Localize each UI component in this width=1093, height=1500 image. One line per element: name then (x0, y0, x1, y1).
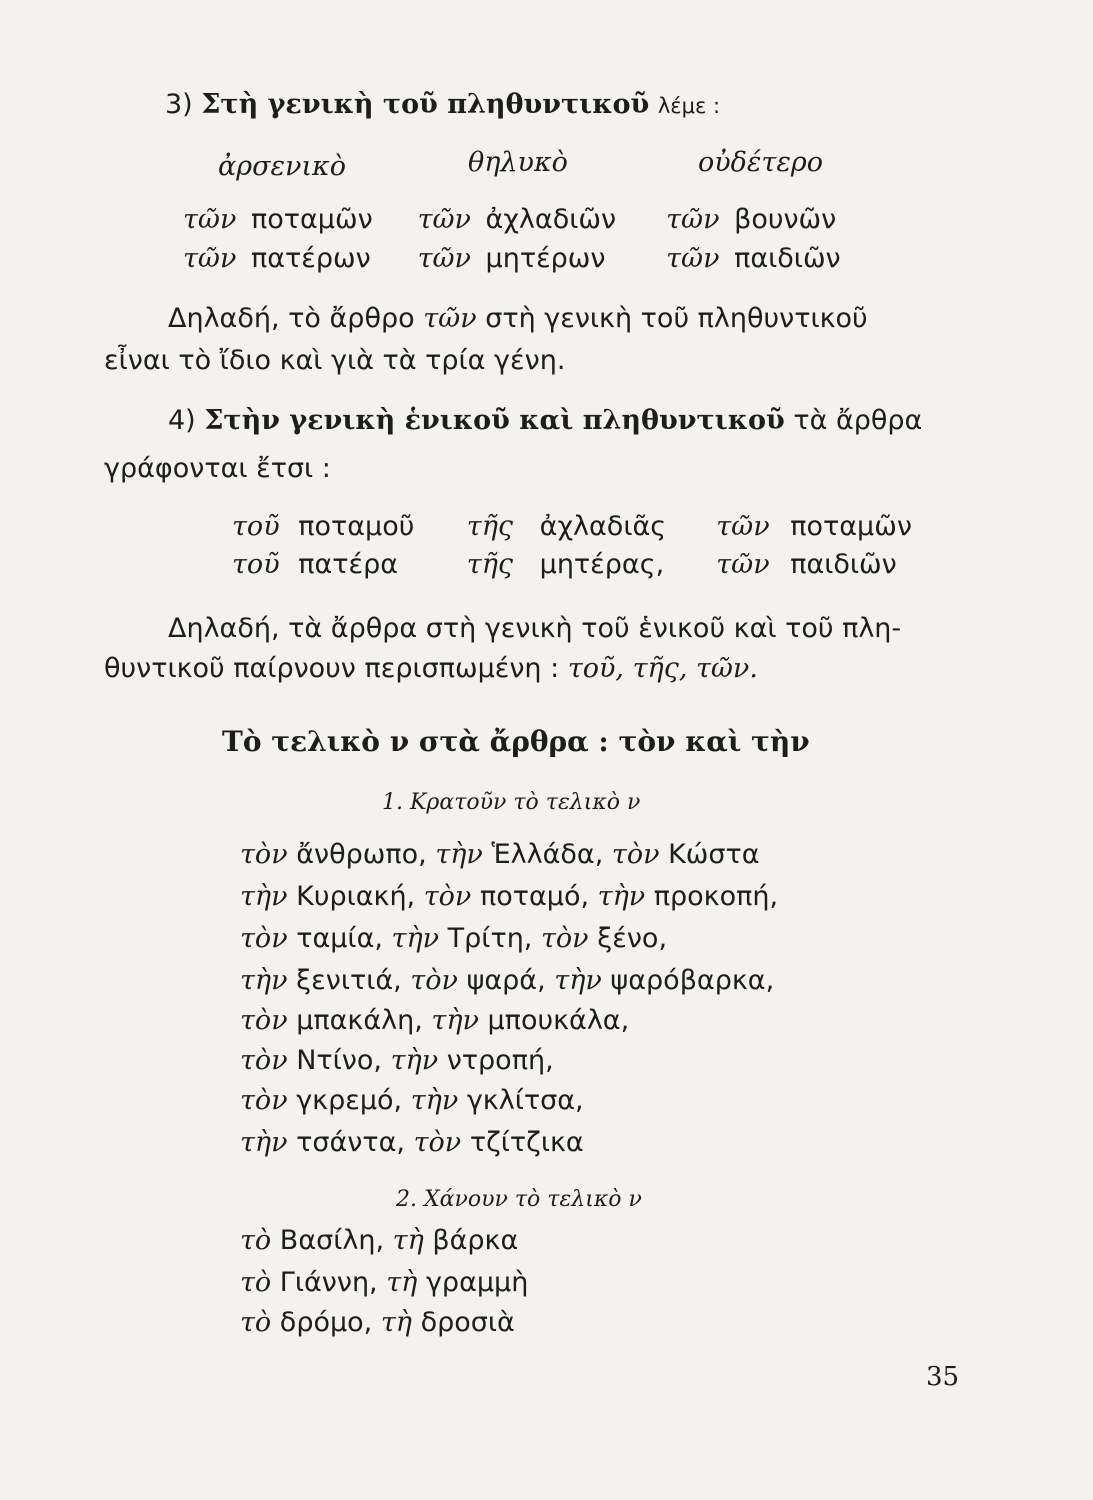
note-text: στὴ γενικὴ τοῦ πληθυντικοῦ (485, 303, 868, 334)
section3-row1 (183, 203, 836, 237)
section4-heading: Στὴν γενικὴ ἑνικοῦ καὶ πληθυντικοῦ (204, 405, 785, 436)
word: ποταμῶν (250, 204, 373, 235)
section4-line2: γράφονται ἔτσι : (104, 453, 331, 484)
article: τὸν (240, 1045, 288, 1076)
lose-line (240, 1266, 528, 1300)
article: τὴν (431, 1005, 479, 1036)
word: Κυριακή, (296, 881, 416, 912)
word: ξενιτιά, (296, 965, 402, 996)
article: τὴ (386, 1267, 418, 1298)
section4-heading-line (168, 404, 922, 438)
article: τῶν (417, 243, 471, 274)
article: τὸν (240, 1085, 288, 1116)
word: γραμμὴ (425, 1267, 529, 1298)
keep-line (240, 1084, 584, 1118)
gender-masculine: ἀρσενικὸ (218, 151, 346, 182)
article: τὴν (240, 965, 288, 996)
note-text: Δηλαδή, τὸ ἄρθρο (168, 303, 415, 334)
word: δρόμο, (279, 1307, 373, 1338)
article: τὴ (392, 1225, 424, 1256)
lose-title: 2. Χάνουν τὸ τελικὸ ν (396, 1187, 642, 1212)
word: ἄνθρωπο, (296, 839, 427, 870)
article: τὸν (240, 839, 288, 870)
article: τὴν (390, 1045, 439, 1076)
section3-note-line2: εἶναι τὸ ἴδιο καὶ γιὰ τὰ τρία γένη. (104, 345, 566, 376)
section4-row2 (232, 548, 897, 582)
keep-line (240, 1126, 584, 1160)
word: γκλίτσα, (466, 1085, 584, 1116)
word: πατέρα (298, 549, 399, 580)
article: τὴν (554, 965, 602, 996)
article: τῶν (716, 511, 770, 542)
article: τὸν (410, 965, 458, 996)
word: Τρίτη, (447, 923, 533, 954)
keep-line (240, 1044, 554, 1078)
word: ποταμό, (479, 881, 590, 912)
article: τὸν (611, 839, 660, 870)
word: βάρκα (432, 1225, 519, 1256)
section4-row1 (232, 510, 912, 544)
article: τῶν (716, 549, 770, 580)
article: τὴν (410, 1085, 459, 1116)
word: τσάντα, (296, 1127, 406, 1158)
word: ἀχλαδιᾶς (539, 511, 667, 542)
article: τῶν (183, 243, 237, 274)
note-article: τῶν (423, 303, 477, 334)
word: ἀχλαδιῶν (485, 204, 617, 235)
section3-suffix: λέμε : (657, 94, 721, 118)
keep-line (240, 1004, 629, 1038)
word: μπουκάλα, (487, 1005, 630, 1036)
article: τὴν (240, 881, 288, 912)
article: τὴν (391, 923, 440, 954)
gender-feminine: θηλυκὸ (468, 147, 568, 178)
gender-neuter: οὐδέτερο (698, 147, 823, 178)
keep-line (240, 922, 667, 956)
word: βουνῶν (734, 204, 837, 235)
article: τὸ (240, 1307, 272, 1338)
lose-line (240, 1224, 518, 1258)
keep-line (240, 838, 760, 872)
article: τῆς (466, 549, 514, 580)
word: μητέρας, (539, 549, 665, 580)
page-number: 35 (926, 1362, 960, 1392)
keep-line (240, 880, 778, 914)
section4-suffix: τὰ ἄρθρα (793, 405, 923, 436)
word: ψαρά, (466, 965, 546, 996)
note-text: θυντικοῦ παίρνουν περισπωμένη : (104, 653, 560, 684)
section3-label: 3) (165, 89, 193, 120)
word: Κώστα (668, 839, 760, 870)
word: Ἑλλάδα, (491, 839, 604, 870)
article: τὸν (240, 923, 288, 954)
article: τὸν (540, 923, 589, 954)
article: τοῦ (232, 511, 280, 542)
section3-heading-line (165, 88, 720, 123)
word: ψαρόβαρκα, (610, 965, 775, 996)
final-n-title: Τὸ τελικὸ ν στὰ ἄρθρα : τὸν καὶ τὴν (222, 725, 810, 758)
word: ξένο, (597, 923, 668, 954)
article: τῶν (666, 243, 720, 274)
word: προκοπή, (653, 881, 779, 912)
section4-note-line2 (104, 652, 758, 686)
word: μπακάλη, (296, 1005, 423, 1036)
section3-note-line1 (168, 302, 868, 336)
article: τὸ (240, 1267, 272, 1298)
word: Γιάννη, (279, 1267, 378, 1298)
keep-line (240, 964, 774, 998)
word: ταμία, (296, 923, 383, 954)
article: τὴν (240, 1127, 288, 1158)
word: ποταμῶν (790, 511, 912, 542)
article: τῶν (417, 204, 471, 235)
word: μητέρων (485, 243, 606, 274)
section4-note-line1: Δηλαδή, τὰ ἄρθρα στὴ γενικὴ τοῦ ἑνικοῦ καὶ τοῦ πλη- (168, 613, 902, 644)
article: τὴ (380, 1307, 412, 1338)
article: τὸν (423, 881, 472, 912)
word: Βασίλη, (279, 1225, 385, 1256)
lose-line (240, 1306, 515, 1340)
section4-label: 4) (168, 405, 196, 436)
word: γκρεμό, (296, 1085, 403, 1116)
article: τὸν (413, 1127, 462, 1158)
keep-title: 1. Κρατοῦν τὸ τελικὸ ν (382, 790, 641, 815)
word: πατέρων (250, 243, 371, 274)
article: τοῦ (232, 549, 280, 580)
article: τὴν (435, 839, 483, 870)
word: τζίτζικα (469, 1127, 584, 1158)
word: παιδιῶν (734, 243, 841, 274)
word: ντροπή, (446, 1045, 554, 1076)
note-articles: τοῦ, τῆς, τῶν. (567, 653, 758, 684)
article: τῶν (183, 204, 237, 235)
word: ποταμοῦ (298, 511, 415, 542)
section3-row2 (183, 242, 841, 276)
article: τῶν (666, 204, 720, 235)
article: τὸ (240, 1225, 272, 1256)
article: τὸν (240, 1005, 288, 1036)
article: τῆς (466, 511, 514, 542)
word: παιδιῶν (790, 549, 897, 580)
word: Ντίνο, (296, 1045, 382, 1076)
section3-heading: Στὴ γενικὴ τοῦ πληθυντικοῦ (201, 89, 650, 120)
article: τὴν (597, 881, 646, 912)
word: δροσιὰ (420, 1307, 515, 1338)
